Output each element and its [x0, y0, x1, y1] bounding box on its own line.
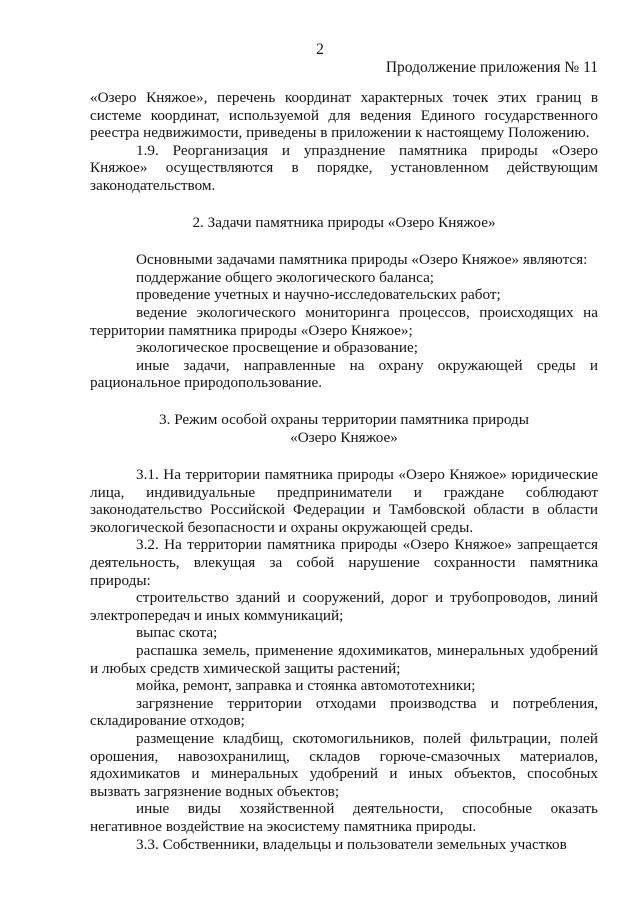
- list-item: экологическое просвещение и образование;: [136, 339, 418, 357]
- section-2-heading: 2. Задачи памятника природы «Озеро Княжое»: [192, 213, 496, 231]
- appendix-note: Продолжение приложения № 11: [385, 59, 598, 76]
- list-item: иные виды хозяйственной деятельности, способные оказать негативное воздействие на экосистему памятника природы.: [90, 800, 598, 835]
- continuation-paragraph: «Озеро Княжое», перечень координат характерных точек этих границ в системе координат, используемой для ведения Единого государственного реестра недвижимости, приведены в приложении к настоящему Положению.: [90, 89, 598, 142]
- paragraph-3-2: 3.2. На территории памятника природы «Озеро Княжое» запрещается деятельность, влекущая за собой нарушение сохранности памятника природы:: [90, 536, 598, 589]
- list-item: размещение кладбищ, скотомогильников, полей фильтрации, полей орошения, навозохранилищ, складов горюче-смазочных материалов, ядохимикатов и минеральных удобрений и иных объектов, способных вызвать загрязнение водных объектов;: [90, 730, 598, 800]
- list-item: выпас скота;: [136, 624, 218, 642]
- document-body: [90, 89, 598, 853]
- section-3-heading-line-2: «Озеро Княжое»: [290, 428, 398, 446]
- section-3-heading-line-1: 3. Режим особой охраны территории памятника природы: [159, 410, 529, 428]
- list-item: поддержание общего экологического баланса;: [136, 268, 435, 286]
- list-item: загрязнение территории отходами производства и потребления, складирование отходов;: [90, 694, 598, 730]
- page-number: 2: [316, 41, 324, 58]
- list-item: проведение учетных и научно-исследовательских работ;: [136, 286, 501, 304]
- list-item: иные задачи, направленные на охрану окружающей среды и рациональное природопользование.: [90, 356, 598, 392]
- paragraph-1-9: 1.9. Реорганизация и упразднение памятника природы «Озеро Княжое» осуществляются в порядке, установленном действующим законодательством.: [90, 141, 598, 194]
- section-2-intro: Основными задачами памятника природы «Озеро Княжое» являются:: [136, 251, 588, 269]
- list-item: ведение экологического мониторинга процессов, происходящих на территории памятника природы «Озеро Княжое»;: [90, 303, 598, 339]
- paragraph-3-3: 3.3. Собственники, владельцы и пользователи земельных участков: [136, 835, 567, 853]
- list-item: распашка земель, применение ядохимикатов, минеральных удобрений и любых средств химической защиты растений;: [90, 642, 598, 677]
- list-item: мойка, ремонт, заправка и стоянка автомототехники;: [136, 677, 476, 695]
- paragraph-3-1: 3.1. На территории памятника природы «Озеро Княжое» юридические лица, индивидуальные предприниматели и граждане соблюдают законодательство Российской Федерации и Тамбовской области в области экологической безопасности и охраны окружающей среды.: [90, 466, 598, 536]
- list-item: строительство зданий и сооружений, дорог и трубопроводов, линий электропередач и иных коммуникаций;: [90, 589, 598, 624]
